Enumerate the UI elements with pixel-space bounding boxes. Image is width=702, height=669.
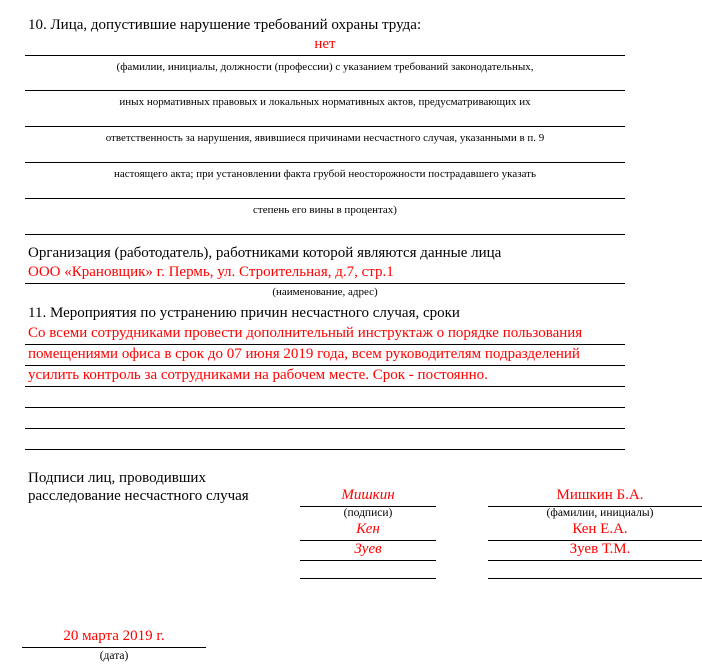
underline xyxy=(25,90,625,91)
signature-3: Зуев xyxy=(354,541,382,557)
underline xyxy=(25,386,625,387)
signatures-title-line-1: Подписи лиц, проводивших xyxy=(28,470,206,486)
signature-2: Кен xyxy=(356,521,380,537)
underline xyxy=(25,162,625,163)
signatures-hint: (подписи) xyxy=(343,507,393,519)
organization-title: Организация (работодатель), работниками которой являются данные лица xyxy=(28,245,502,261)
section-11-title: 11. Мероприятия по устранению причин несчастного случая, сроки xyxy=(28,305,460,321)
underline xyxy=(25,126,625,127)
signer-name-1: Мишкин Б.А. xyxy=(556,487,644,503)
section-11-line-3: усилить контроль за сотрудниками на рабочем месте. Срок - постоянно. xyxy=(28,367,488,383)
underline xyxy=(25,198,625,199)
section-10-hint-line-2: иных нормативных правовых и локальных нормативных актов, предусматривающих их xyxy=(119,96,531,108)
underline xyxy=(25,55,625,56)
section-10-hint-line-3: ответственность за нарушения, явившиеся причинами несчастного случая, указанными в п. 9 xyxy=(105,132,545,144)
section-10-title: 10. Лица, допустившие нарушение требований охраны труда: xyxy=(28,17,422,33)
signer-name-3: Зуев Т.М. xyxy=(569,541,631,557)
section-10-value: нет xyxy=(314,36,336,52)
underline xyxy=(25,234,625,235)
signature-1: Мишкин xyxy=(341,487,395,503)
underline xyxy=(25,428,625,429)
section-10-hint-line-4: настоящего акта; при установлении факта грубой неосторожности пострадавшего указать xyxy=(113,168,536,180)
names-hint: (фамилии, инициалы) xyxy=(546,507,654,519)
section-11-line-1: Со всеми сотрудниками провести дополнительный инструктаж о порядке пользования xyxy=(28,325,583,341)
underline xyxy=(25,449,625,450)
underline xyxy=(25,344,625,345)
date-hint: (дата) xyxy=(99,650,129,662)
underline xyxy=(488,578,702,579)
signer-name-2: Кен Е.А. xyxy=(572,521,628,537)
date-value: 20 марта 2019 г. xyxy=(63,628,165,644)
organization-value: ООО «Крановщик» г. Пермь, ул. Строительная, д.7, стр.1 xyxy=(28,264,394,280)
underline xyxy=(300,560,436,561)
underline xyxy=(488,560,702,561)
underline xyxy=(22,647,206,648)
underline xyxy=(25,283,625,284)
section-10-hint-line-5: степень его вины в процентах) xyxy=(253,204,397,216)
section-11-line-2: помещениями офиса в срок до 07 июня 2019 года, всем руководителям подразделений xyxy=(28,346,580,362)
underline xyxy=(25,365,625,366)
section-10-hint-line-1: (фамилии, инициалы, должности (профессии) с указанием требований законодательных, xyxy=(116,61,534,73)
signatures-title-line-2: расследование несчастного случая xyxy=(28,488,249,504)
underline xyxy=(25,407,625,408)
underline xyxy=(300,578,436,579)
organization-hint: (наименование, адрес) xyxy=(272,286,378,298)
